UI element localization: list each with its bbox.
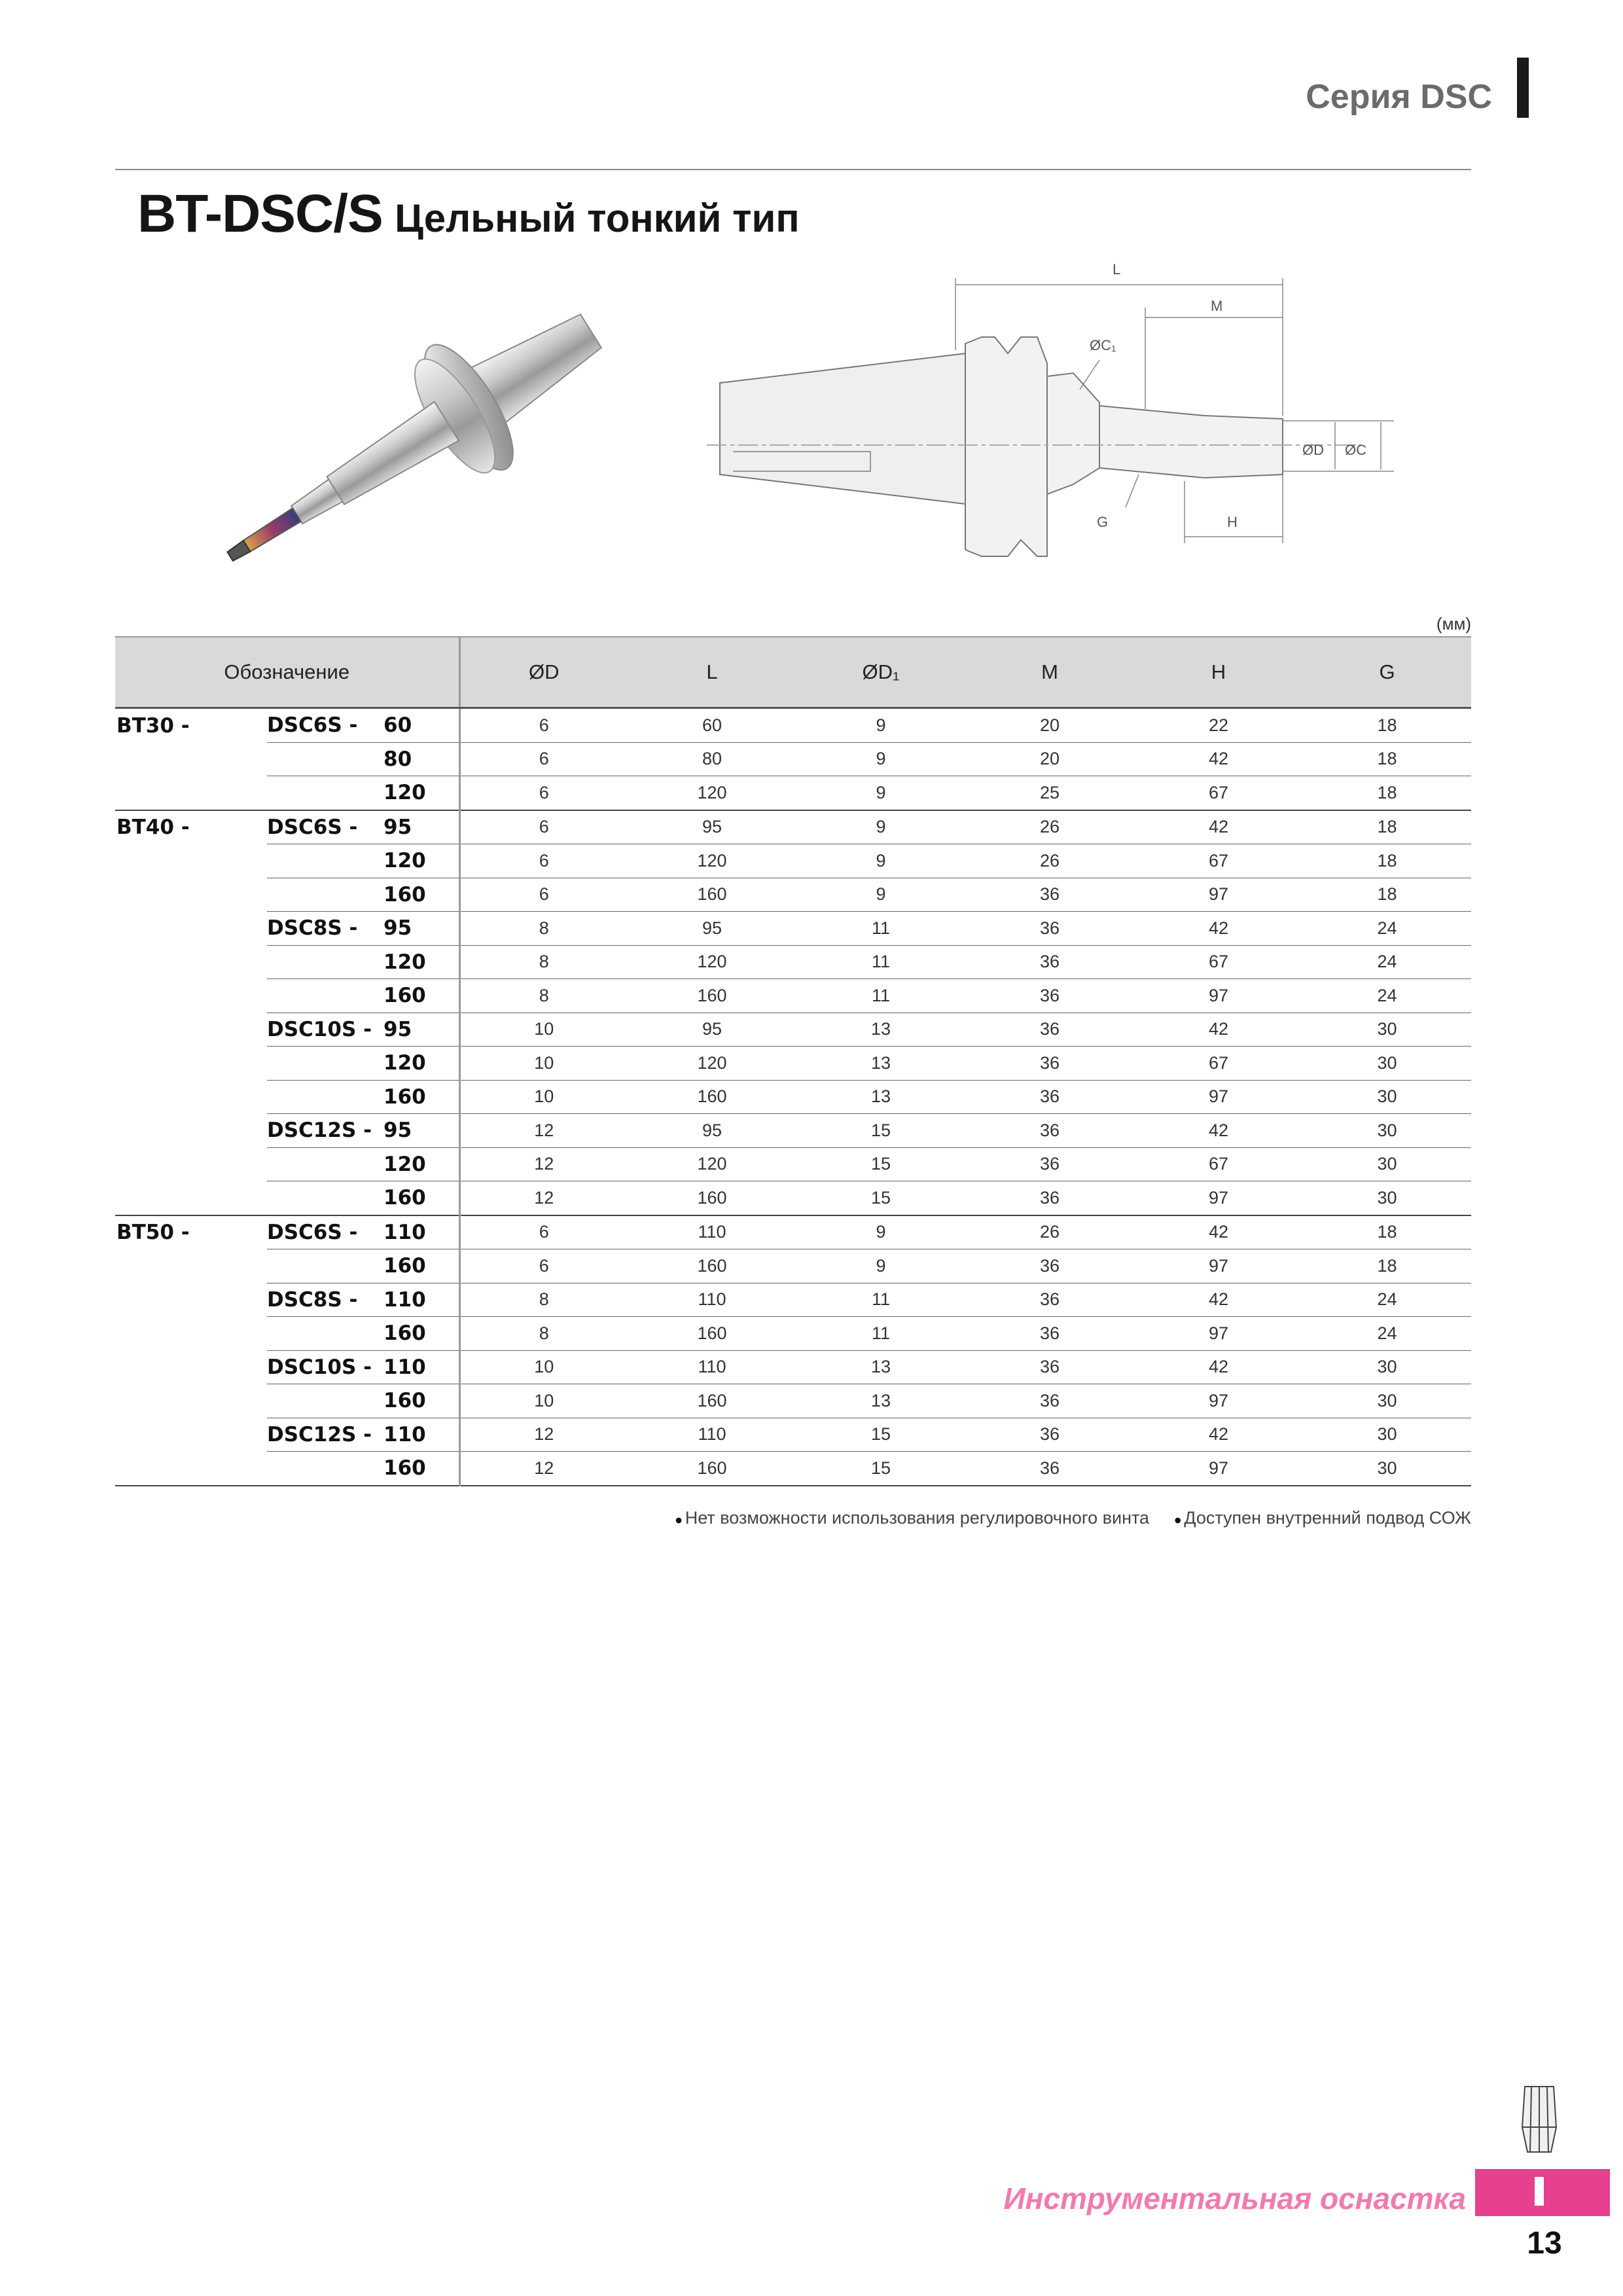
cell-series [267,1249,383,1283]
table-row [115,1181,1471,1215]
cell-length-code: 80 [383,742,459,776]
cell-group [115,878,267,912]
cell-length-code: 60 [383,708,459,743]
header-divider [115,169,1471,170]
cell-group: BT30 - [116,713,190,738]
table-header-row [115,637,1471,708]
cell-G: 30 [1303,1147,1471,1181]
cell-length-code: 120 [383,1147,459,1181]
cell-M: 20 [965,742,1134,776]
cell-M: 36 [965,1384,1134,1418]
bullet-icon: • [675,1509,683,1532]
cell-length-code: 160 [383,1452,459,1486]
cell-H: 22 [1134,708,1303,743]
table-row [115,1452,1471,1486]
cell-M: 36 [965,1317,1134,1351]
header-L: L [628,637,796,708]
cell-group [115,1114,267,1148]
drawing-flange [965,337,1047,556]
cell-length-code: 160 [383,1181,459,1215]
footer-tab-marker [1535,2177,1544,2206]
table-row [115,1249,1471,1283]
cell-D1: 11 [796,945,965,979]
cell-G: 30 [1303,1047,1471,1081]
cell-M: 36 [965,1080,1134,1114]
cell-length-code: 110 [383,1215,459,1249]
table-row [115,844,1471,878]
cell-G: 18 [1303,1215,1471,1249]
cell-M: 36 [965,1452,1134,1486]
cell-D: 6 [459,708,628,743]
cell-M: 36 [965,945,1134,979]
cell-D1: 15 [796,1452,965,1486]
cell-series [267,742,383,776]
cell-length-code: 95 [383,912,459,946]
cell-L: 160 [628,1181,796,1215]
cell-D1: 13 [796,1047,965,1081]
cell-D1: 13 [796,1013,965,1047]
dim-label-G: G [1097,514,1109,530]
cell-L: 95 [628,1114,796,1148]
cell-series: DSC8S - [267,912,383,946]
cell-D1: 13 [796,1384,965,1418]
technical-drawing [707,259,1400,566]
cell-series [267,1317,383,1351]
cell-D: 6 [459,776,628,810]
collet-icon [1513,2081,1565,2160]
cell-G: 30 [1303,1114,1471,1148]
cell-D1: 9 [796,1215,965,1249]
cell-L: 110 [628,1283,796,1317]
table-row [115,1384,1471,1418]
cell-M: 36 [965,1283,1134,1317]
cell-length-code: 110 [383,1283,459,1317]
cell-L: 120 [628,844,796,878]
cell-D1: 11 [796,912,965,946]
table-row [115,776,1471,810]
dim-label-C1: ØC₁ [1090,337,1116,353]
cell-D: 6 [459,1249,628,1283]
cell-series: DSC10S - [267,1350,383,1384]
cell-series: DSC6S - [267,1215,383,1249]
cell-length-code: 120 [383,945,459,979]
page-title-main: BT-DSC/S [137,184,383,243]
footnote-1: Нет возможности использования регулировочного винта [685,1508,1150,1528]
cell-D1: 11 [796,1283,965,1317]
header-D1: ØD₁ [796,637,965,708]
cell-H: 97 [1134,878,1303,912]
cell-L: 110 [628,1215,796,1249]
cell-G: 24 [1303,1317,1471,1351]
cell-L: 160 [628,1249,796,1283]
cell-M: 36 [965,1418,1134,1452]
cell-G: 24 [1303,979,1471,1013]
cell-M: 36 [965,1114,1134,1148]
cell-M: 36 [965,1350,1134,1384]
table-row [115,1047,1471,1081]
cell-G: 18 [1303,810,1471,844]
table-row [115,1283,1471,1317]
cell-group [115,979,267,1013]
header-H: H [1134,637,1303,708]
cell-D1: 9 [796,708,965,743]
dim-label-C: ØC [1345,442,1366,458]
table-row [115,1215,1471,1249]
cell-group: BT40 - [116,816,190,839]
page-title [137,183,800,245]
cell-D1: 9 [796,810,965,844]
cell-group [115,1283,267,1317]
cell-G: 18 [1303,708,1471,743]
cell-G: 18 [1303,776,1471,810]
cell-M: 36 [965,979,1134,1013]
cell-D: 12 [459,1181,628,1215]
cell-L: 60 [628,708,796,743]
header-designation: Обозначение [115,637,459,708]
cell-D: 10 [459,1384,628,1418]
drawing-neck [1047,373,1099,494]
cell-L: 120 [628,1047,796,1081]
cell-length-code: 160 [383,878,459,912]
cell-L: 95 [628,1013,796,1047]
cell-series [267,1452,383,1486]
cell-H: 42 [1134,810,1303,844]
cell-series [267,979,383,1013]
cell-M: 26 [965,844,1134,878]
specification-table [115,636,1471,1486]
cell-H: 97 [1134,1181,1303,1215]
dim-label-L: L [1113,261,1121,278]
cell-M: 36 [965,912,1134,946]
dim-label-H: H [1227,514,1238,530]
cell-series [267,1080,383,1114]
table-row [115,945,1471,979]
cell-D1: 15 [796,1147,965,1181]
cell-H: 97 [1134,1080,1303,1114]
cell-series [267,776,383,810]
cell-group [115,844,267,878]
cell-length-code: 120 [383,1047,459,1081]
cell-series [267,1147,383,1181]
cell-D: 6 [459,810,628,844]
cell-M: 36 [965,1147,1134,1181]
cell-H: 97 [1134,1452,1303,1486]
footer-section-label: Инструментальная оснастка [1003,2181,1466,2215]
cell-series [267,945,383,979]
cell-G: 18 [1303,878,1471,912]
header-G: G [1303,637,1471,708]
cell-G: 18 [1303,742,1471,776]
cell-D1: 15 [796,1181,965,1215]
cell-series [267,1384,383,1418]
cell-G: 30 [1303,1350,1471,1384]
cell-L: 160 [628,1080,796,1114]
cell-G: 30 [1303,1384,1471,1418]
cell-G: 24 [1303,1283,1471,1317]
table-row [115,1013,1471,1047]
cell-length-code: 110 [383,1350,459,1384]
table-row [115,1317,1471,1351]
cell-D1: 9 [796,776,965,810]
cell-group [115,912,267,946]
cell-L: 120 [628,776,796,810]
cell-D: 10 [459,1080,628,1114]
cell-D1: 15 [796,1418,965,1452]
cell-L: 160 [628,878,796,912]
dim-label-M: M [1211,298,1223,314]
page-title-sub: Цельный тонкий тип [395,196,800,240]
cell-M: 36 [965,878,1134,912]
cell-H: 42 [1134,742,1303,776]
header-M: M [965,637,1134,708]
cell-D: 10 [459,1047,628,1081]
cell-H: 42 [1134,1283,1303,1317]
cell-H: 97 [1134,1317,1303,1351]
cell-length-code: 110 [383,1418,459,1452]
cell-H: 42 [1134,1013,1303,1047]
cell-L: 120 [628,1147,796,1181]
cell-G: 24 [1303,912,1471,946]
cell-M: 36 [965,1047,1134,1081]
cell-M: 36 [965,1181,1134,1215]
drawing-shank [1099,406,1283,478]
cell-H: 67 [1134,1047,1303,1081]
tool-holder-photo [190,288,648,589]
cell-D: 8 [459,1283,628,1317]
header-D: ØD [459,637,628,708]
cell-D: 8 [459,945,628,979]
cell-L: 95 [628,810,796,844]
cell-M: 20 [965,708,1134,743]
cell-H: 67 [1134,776,1303,810]
cell-D: 6 [459,1215,628,1249]
table-row [115,1147,1471,1181]
cell-D: 12 [459,1452,628,1486]
cell-series: DSC6S - [267,708,383,743]
cell-G: 30 [1303,1452,1471,1486]
footnotes [654,1508,1471,1533]
cell-D: 6 [459,878,628,912]
cell-M: 26 [965,810,1134,844]
cell-H: 67 [1134,1147,1303,1181]
table-row [115,1350,1471,1384]
cell-H: 42 [1134,1215,1303,1249]
cell-D: 6 [459,742,628,776]
cell-D1: 9 [796,844,965,878]
cell-H: 42 [1134,1350,1303,1384]
table-row [115,979,1471,1013]
cell-length-code: 120 [383,776,459,810]
cell-series [267,1181,383,1215]
cell-series: DSC6S - [267,810,383,844]
cell-D: 10 [459,1013,628,1047]
table-row [115,878,1471,912]
cell-H: 97 [1134,979,1303,1013]
cell-D: 6 [459,844,628,878]
cell-L: 95 [628,912,796,946]
cell-M: 36 [965,1249,1134,1283]
cell-series [267,1047,383,1081]
cell-D: 10 [459,1350,628,1384]
cell-group [115,1350,267,1384]
cell-D: 12 [459,1418,628,1452]
cell-H: 97 [1134,1384,1303,1418]
cell-G: 18 [1303,1249,1471,1283]
unit-note: (мм) [1436,614,1471,634]
cell-D: 12 [459,1114,628,1148]
table-row [115,708,1471,743]
cell-D1: 9 [796,742,965,776]
cell-series: DSC8S - [267,1283,383,1317]
cell-length-code: 160 [383,1249,459,1283]
cell-H: 42 [1134,1114,1303,1148]
series-marker-bar [1517,58,1529,118]
cell-group [115,1452,267,1486]
cell-length-code: 120 [383,844,459,878]
table-row [115,810,1471,844]
cell-length-code: 95 [383,1013,459,1047]
cell-group [115,742,267,776]
cell-D1: 13 [796,1080,965,1114]
cell-group [115,1181,267,1215]
cell-group [115,1249,267,1283]
cell-group [115,776,267,810]
drawing-taper [720,353,965,504]
cell-G: 30 [1303,1181,1471,1215]
cell-group [115,1080,267,1114]
cell-L: 160 [628,979,796,1013]
footnote-2: Доступен внутренний подвод СОЖ [1184,1508,1471,1528]
table-row [115,912,1471,946]
cell-D1: 15 [796,1114,965,1148]
cell-D: 8 [459,912,628,946]
cell-group [115,1418,267,1452]
cell-G: 30 [1303,1418,1471,1452]
cell-D1: 11 [796,1317,965,1351]
cell-L: 160 [628,1452,796,1486]
cell-series [267,844,383,878]
cell-D: 12 [459,1147,628,1181]
cell-series: DSC10S - [267,1013,383,1047]
cell-length-code: 160 [383,1384,459,1418]
cell-G: 30 [1303,1013,1471,1047]
cell-series: DSC12S - [267,1114,383,1148]
cell-H: 67 [1134,945,1303,979]
cell-group [115,1317,267,1351]
cell-group [115,1384,267,1418]
table-row [115,1418,1471,1452]
cell-D1: 11 [796,979,965,1013]
cell-group [115,1147,267,1181]
cell-L: 80 [628,742,796,776]
table-row [115,1114,1471,1148]
cell-length-code: 95 [383,810,459,844]
dim-label-D: ØD [1302,442,1324,458]
table-body [115,708,1471,1486]
cell-length-code: 160 [383,1317,459,1351]
cell-H: 67 [1134,844,1303,878]
cell-M: 36 [965,1013,1134,1047]
cell-H: 42 [1134,912,1303,946]
cell-G: 30 [1303,1080,1471,1114]
cell-L: 110 [628,1418,796,1452]
page-number: 13 [1527,2226,1562,2261]
cell-G: 24 [1303,945,1471,979]
cell-D1: 9 [796,878,965,912]
cell-L: 160 [628,1317,796,1351]
cell-H: 42 [1134,1418,1303,1452]
cell-D1: 13 [796,1350,965,1384]
cell-L: 120 [628,945,796,979]
cell-group [115,1013,267,1047]
cell-series: DSC12S - [267,1418,383,1452]
table-row [115,1080,1471,1114]
cell-group [115,945,267,979]
cell-D: 8 [459,979,628,1013]
cell-group: BT50 - [116,1221,190,1244]
bullet-icon: • [1174,1509,1182,1532]
cell-length-code: 160 [383,979,459,1013]
table-row [115,742,1471,776]
cell-L: 110 [628,1350,796,1384]
cell-G: 18 [1303,844,1471,878]
series-title: Серия DSC [1306,78,1492,116]
cell-length-code: 95 [383,1114,459,1148]
cell-D1: 9 [796,1249,965,1283]
cell-series [267,878,383,912]
cell-group [115,1047,267,1081]
cell-M: 25 [965,776,1134,810]
cell-D: 8 [459,1317,628,1351]
cell-length-code: 160 [383,1080,459,1114]
cell-M: 26 [965,1215,1134,1249]
cell-H: 97 [1134,1249,1303,1283]
cell-L: 160 [628,1384,796,1418]
